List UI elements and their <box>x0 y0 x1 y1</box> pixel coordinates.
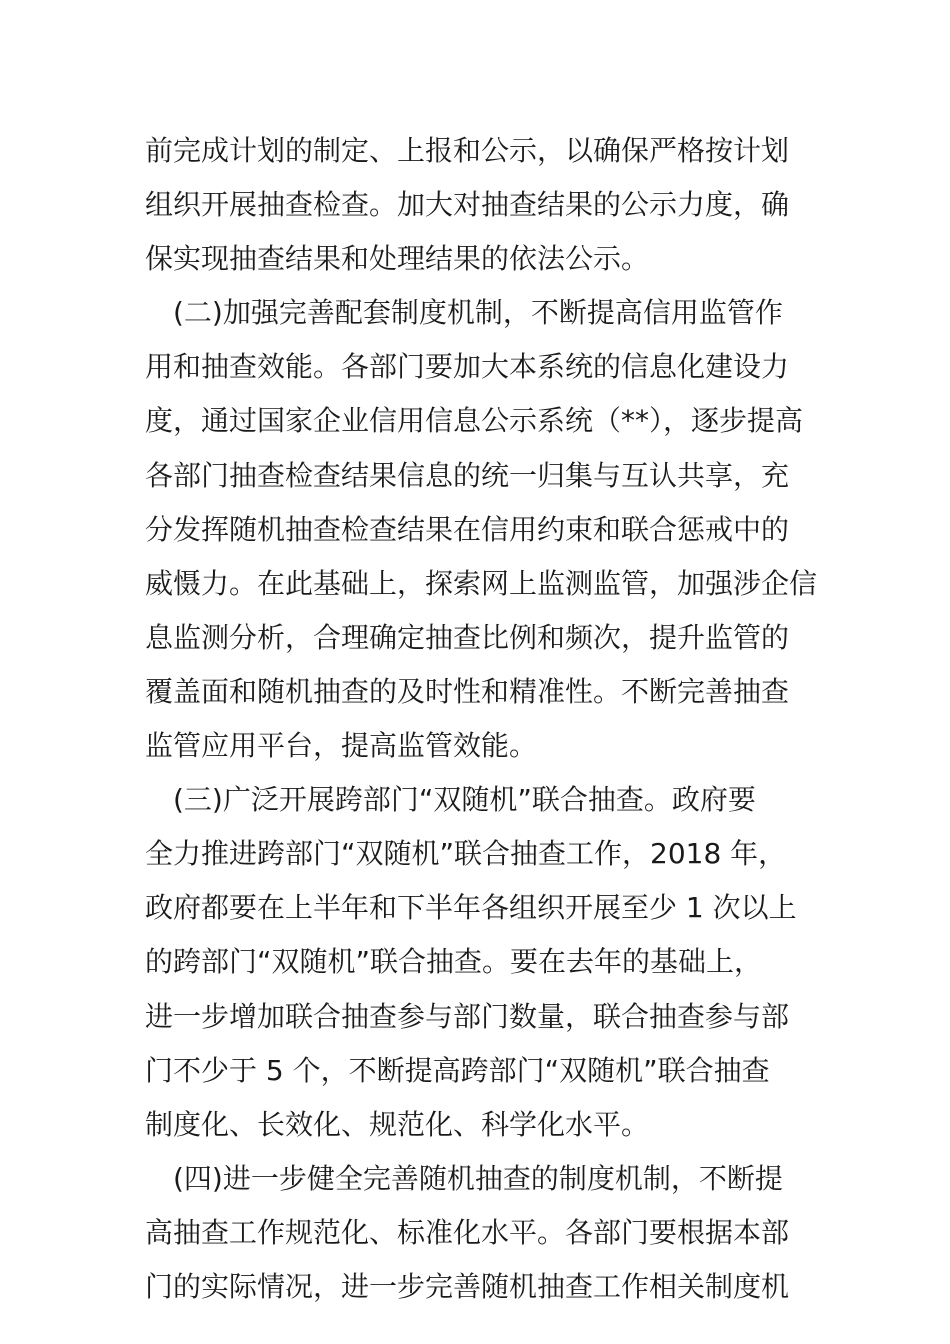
text-line: 保实现抽查结果和处理结果的依法公示。 <box>145 242 650 276</box>
text-line: 门不少于 5 个，不断提高跨部门“双随机”联合抽查 <box>145 1053 770 1087</box>
text-line: 进一步增加联合抽查参与部门数量，联合抽查参与部 <box>145 999 790 1033</box>
body-text <box>145 124 825 1314</box>
text-line: 用和抽查效能。各部门要加大本系统的信息化建设力 <box>145 350 790 384</box>
text-line: 门的实际情况，进一步完善随机抽查工作相关制度机 <box>145 1269 790 1303</box>
text-line: 监管应用平台，提高监管效能。 <box>145 729 538 763</box>
text-line: 度，通过国家企业信用信息公示系统（**），逐步提高 <box>145 404 804 438</box>
text-line: 政府都要在上半年和下半年各组织开展至少 1 次以上 <box>145 891 797 925</box>
paragraph-4-heading-line: (四)进一步健全完善随机抽查的制度机制，不断提 <box>145 1161 783 1195</box>
text-line: 覆盖面和随机抽查的及时性和精准性。不断完善抽查 <box>145 674 790 708</box>
paragraph-2-heading-line: (二)加强完善配套制度机制，不断提高信用监管作 <box>145 296 783 330</box>
text-line: 全力推进跨部门“双随机”联合抽查工作，2018 年， <box>145 837 787 871</box>
text-line: 息监测分析，合理确定抽查比例和频次，提升监管的 <box>145 620 790 654</box>
paragraph-3-heading-line: (三)广泛开展跨部门“双随机”联合抽查。政府要 <box>145 783 756 817</box>
text-line: 制度化、长效化、规范化、科学化水平。 <box>145 1107 650 1141</box>
text-line: 组织开展抽查检查。加大对抽查结果的公示力度，确 <box>145 188 790 222</box>
text-line: 各部门抽查检查结果信息的统一归集与互认共享，充 <box>145 458 790 492</box>
text-line: 高抽查工作规范化、标准化水平。各部门要根据本部 <box>145 1215 790 1249</box>
text-line: 威慑力。在此基础上，探索网上监测监管，加强涉企信 <box>145 566 818 600</box>
text-line: 前完成计划的制定、上报和公示，以确保严格按计划 <box>145 134 790 167</box>
text-line: 的跨部门“双随机”联合抽查。要在去年的基础上， <box>145 945 763 979</box>
text-line: 分发挥随机抽查检查结果在信用约束和联合惩戒中的 <box>145 512 790 546</box>
